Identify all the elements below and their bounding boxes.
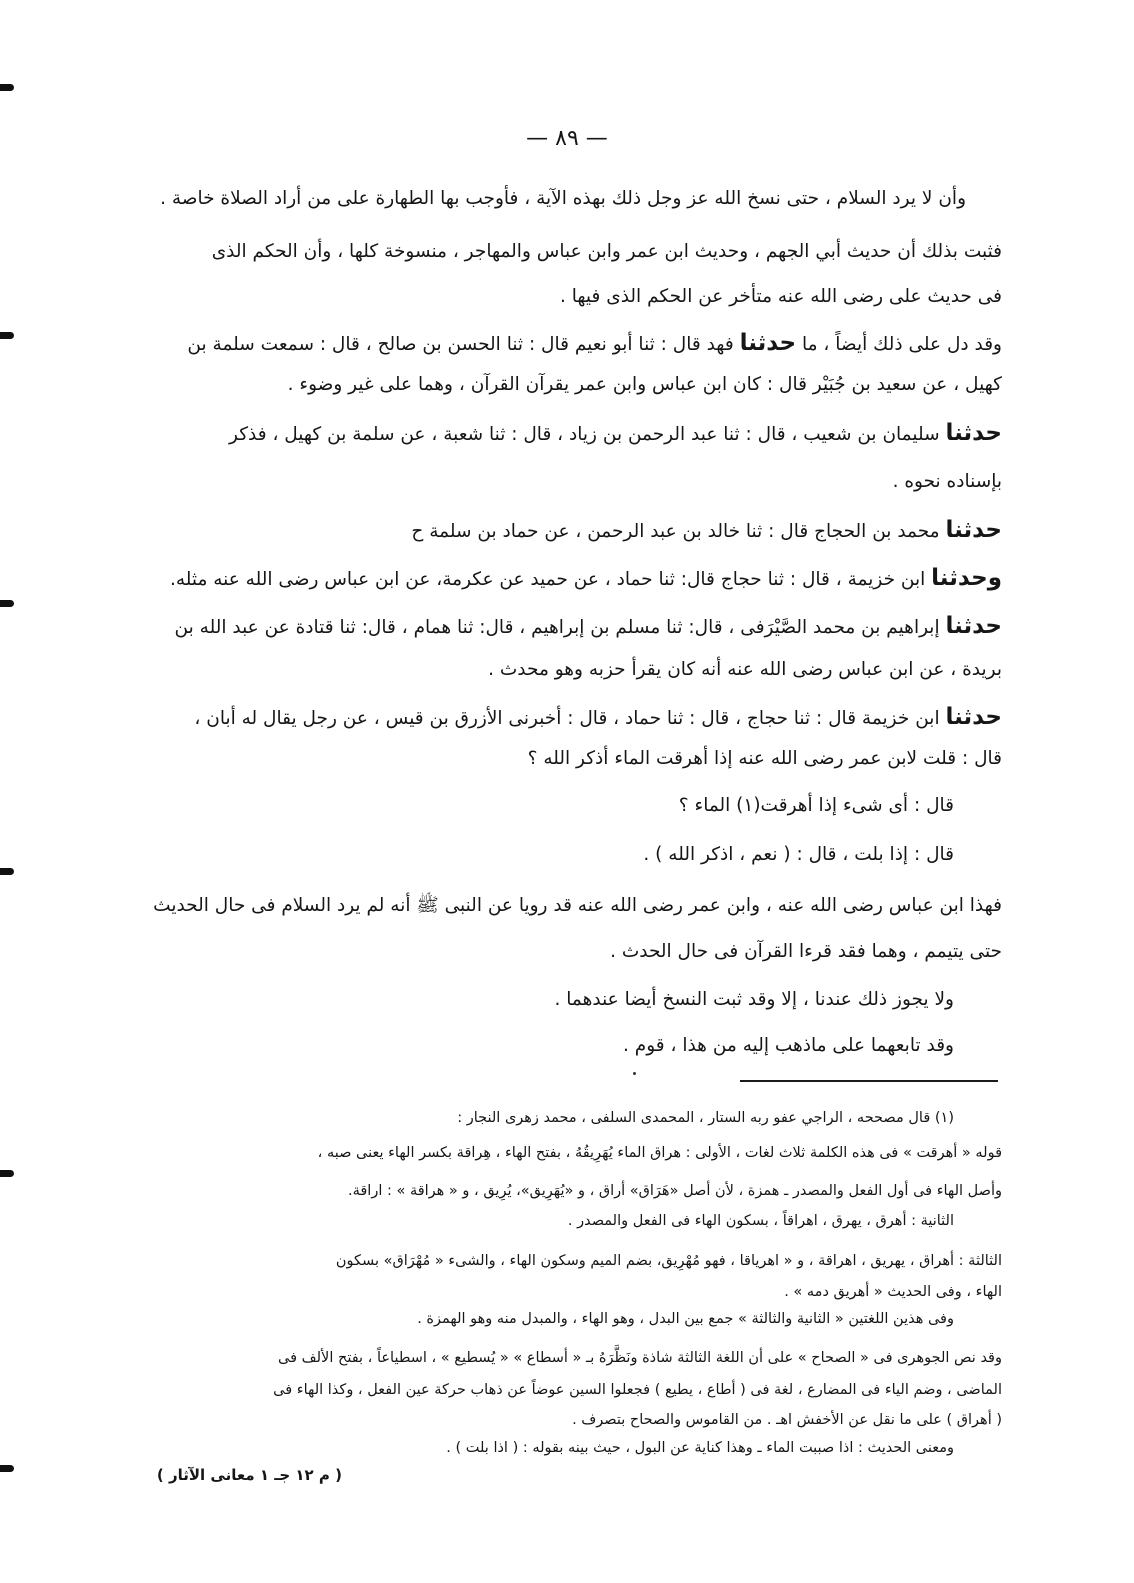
haddathana-label: حدثنا [945, 613, 1002, 639]
haddathana-label: حدثنا [945, 704, 1002, 730]
line-text: الثالثة : أهراق ، يهريق ، اهراقة ، و « اهرياقا ، فهو مُهْرِيق، بضم الميم وسكون الهاء ، والشىء « مُهْرَاق» بسكون [335, 1253, 1002, 1269]
binding-mark [0, 1170, 14, 1177]
text-line [187, 328, 1002, 360]
text-line [170, 563, 1002, 595]
binding-mark [0, 332, 14, 339]
line-text: وأن لا يرد السلام ، حتى نسخ الله عز وجل ذلك بهذه الآية ، فأوجب بها الطهارة على من أراد الصلاة خاصة . [160, 188, 966, 209]
text-line [175, 611, 1002, 643]
line-text: قوله « أهرقت » فى هذه الكلمة ثلاث لغات ، الأولى : هراق الماء يُهَرِيقُهُ ، بفتح الهاء ، هِراقة بكسر الهاء يعنى صبه ، [317, 1145, 1002, 1161]
footnote-line [568, 1209, 954, 1233]
line-text: الثانية : أهرق ، يهرق ، اهراقاً ، بسكون الهاء فى الفعل والمصدر . [567, 1213, 954, 1229]
line-text: إبراهيم بن محمد الصَّيْرَفى ، قال: ثنا مسلم بن إبراهيم ، قال: ثنا همام ، قال: ثنا قتادة عن عبد الله بن [174, 617, 940, 638]
line-text: الهاء ، وفى الحديث « أهريق دمه » . [784, 1284, 1002, 1300]
line-text: بريدة ، عن ابن عباس رضى الله عنه أنه كان يقرأ حزبه وهو محدث . [488, 659, 1002, 680]
footnote-line [336, 1249, 1002, 1273]
line-text: وقد نص الجوهرى فى « الصحاح » على أن اللغة الثالثة شاذة ونَظَّرَهُ بـ « أسطاع » « يُسطيع » ، اسطياعاً ، بفتح الألف فى [278, 1350, 1002, 1366]
line-text: محمد بن الحجاج قال : ثنا خالد بن عبد الرحمن ، عن حماد بن سلمة ح [411, 521, 940, 542]
line-text: وفى هذين اللغتين « الثانية والثالثة » جمع بين البدل ، وهو الهاء ، والمبدل منه وهو الهمزة . [417, 1311, 954, 1327]
footnote-line [572, 1408, 1002, 1432]
haddathana-label: حدثنا [931, 565, 988, 591]
text-line [194, 702, 1002, 734]
binding-mark [0, 1465, 14, 1472]
line-text: ولا يجوز ذلك عندنا ، إلا وقد ثبت النسخ أيضا عندهما . [554, 989, 954, 1010]
page-signature [157, 1463, 342, 1487]
line-text: وأصل الهاء فى أول الفعل والمصدر ـ همزة ، لأن أصل «هَرَاق» أراق ، و «يُهَرِيق»، يُرِيق ، و « هراقة » : اراقة. [347, 1183, 1002, 1199]
footnote-divider [740, 1080, 998, 1082]
text-line [212, 237, 1002, 267]
binding-mark [0, 84, 14, 91]
footnote-line [278, 1346, 1002, 1370]
binding-mark [0, 868, 14, 875]
conjunction: و [987, 565, 1002, 591]
line-text: فثبت بذلك أن حديث أبي الجهم ، وحديث ابن عمر وابن عباس والمهاجر ، منسوخة كلها ، وأن الحكم الذى [211, 241, 1002, 262]
page-number: — ٨٩ — [526, 126, 608, 151]
text-line [610, 937, 1002, 967]
line-text: ومعنى الحديث : اذا صببت الماء ـ وهذا كناية عن البول ، حيث بينه بقوله : ( اذا بلت ) . [446, 1440, 954, 1456]
line-text: فهد قال : ثنا أبو نعيم قال : ثنا الحسن بن صالح ، قال : سمعت سلمة بن [187, 334, 734, 355]
line-text: حتى يتيمم ، وهما فقد قرءا القرآن فى حال الحدث . [610, 941, 1002, 962]
haddathana-label: حدثنا [945, 517, 1002, 543]
line-text: بإسناده نحوه . [892, 471, 1002, 492]
footnote-line [446, 1436, 954, 1460]
signature-text: ( م ١٢ جـ ١ معانى الآثار ) [156, 1466, 342, 1484]
haddathana-label: حدثنا [739, 330, 797, 356]
ink-dot [633, 1072, 636, 1075]
line-text: وقد دل على ذلك أيضاً ، ما [802, 334, 1002, 355]
text-line [560, 282, 1002, 312]
text-line [160, 184, 966, 214]
line-text: وقد تابعهما على ماذهب إليه من هذا ، قوم . [622, 1035, 954, 1056]
text-line [153, 891, 1002, 921]
line-text: قال : إذا بلت ، قال : ( نعم ، اذكر الله ) . [643, 844, 954, 865]
text-line [528, 744, 1002, 774]
text-line [643, 840, 954, 870]
haddathana-label: حدثنا [945, 420, 1002, 446]
text-line [411, 515, 1002, 547]
footnote-line [318, 1141, 1002, 1165]
line-text: الماضى ، وضم الياء فى المضارع ، لغة فى ( أطاع ، يطيع ) فجعلوا السين عوضاً عن ذهاب حركة عين الفعل ، وكذا الهاء فى [273, 1382, 1002, 1398]
text-line [623, 1031, 954, 1061]
line-text: ( أهراق ) على ما نقل عن الأخفش اهـ . من القاموس والصحاح بتصرف . [572, 1412, 1002, 1428]
line-text: ابن خزيمة قال : ثنا حجاج ، قال : ثنا حماد ، قال : أخبرنى الأزرق بن قيس ، عن رجل يقال له أبان ، [194, 708, 940, 729]
text-line [893, 467, 1002, 497]
text-line [288, 370, 1002, 400]
line-text: (١) قال مصححه ، الراجي عفو ربه الستار ، المحمدى السلفى ، محمد زهرى النجار : [457, 1110, 954, 1126]
line-text: قال : قلت لابن عمر رضى الله عنه إذا أهرقت الماء أذكر الله ؟ [527, 748, 1002, 769]
footnote-line [348, 1179, 1002, 1203]
line-text: فى حديث على رضى الله عنه متأخر عن الحكم الذى فيها . [560, 286, 1002, 307]
footnote-line [417, 1307, 954, 1331]
footnote-line [273, 1378, 1002, 1402]
line-text: كهيل ، عن سعيد بن جُبَيْر قال : كان ابن عباس وابن عمر يقرآن القرآن ، وهما على غير وضوء . [287, 374, 1002, 395]
line-text: سليمان بن شعيب ، قال : ثنا عبد الرحمن بن زياد ، قال : ثنا شعبة ، عن سلمة بن كهيل ، فذكر [229, 424, 940, 445]
text-line [679, 791, 954, 821]
footnote-line [784, 1280, 1002, 1304]
footnote-line [457, 1106, 954, 1130]
line-text: ابن خزيمة ، قال : ثنا حجاج قال: ثنا حماد ، عن حميد عن عكرمة، عن ابن عباس رضى الله عنه مثله. [169, 569, 926, 590]
line-text: فهذا ابن عباس رضى الله عنه ، وابن عمر رضى الله عنه قد رويا عن النبى ﷺ أنه لم يرد السلام فى حال الحديث [153, 895, 1002, 916]
text-line [229, 418, 1002, 450]
text-line [488, 655, 1002, 685]
line-text: قال : أى شىء إذا أهرقت(١) الماء ؟ [678, 795, 954, 816]
text-line [555, 985, 954, 1015]
binding-mark [0, 600, 14, 607]
